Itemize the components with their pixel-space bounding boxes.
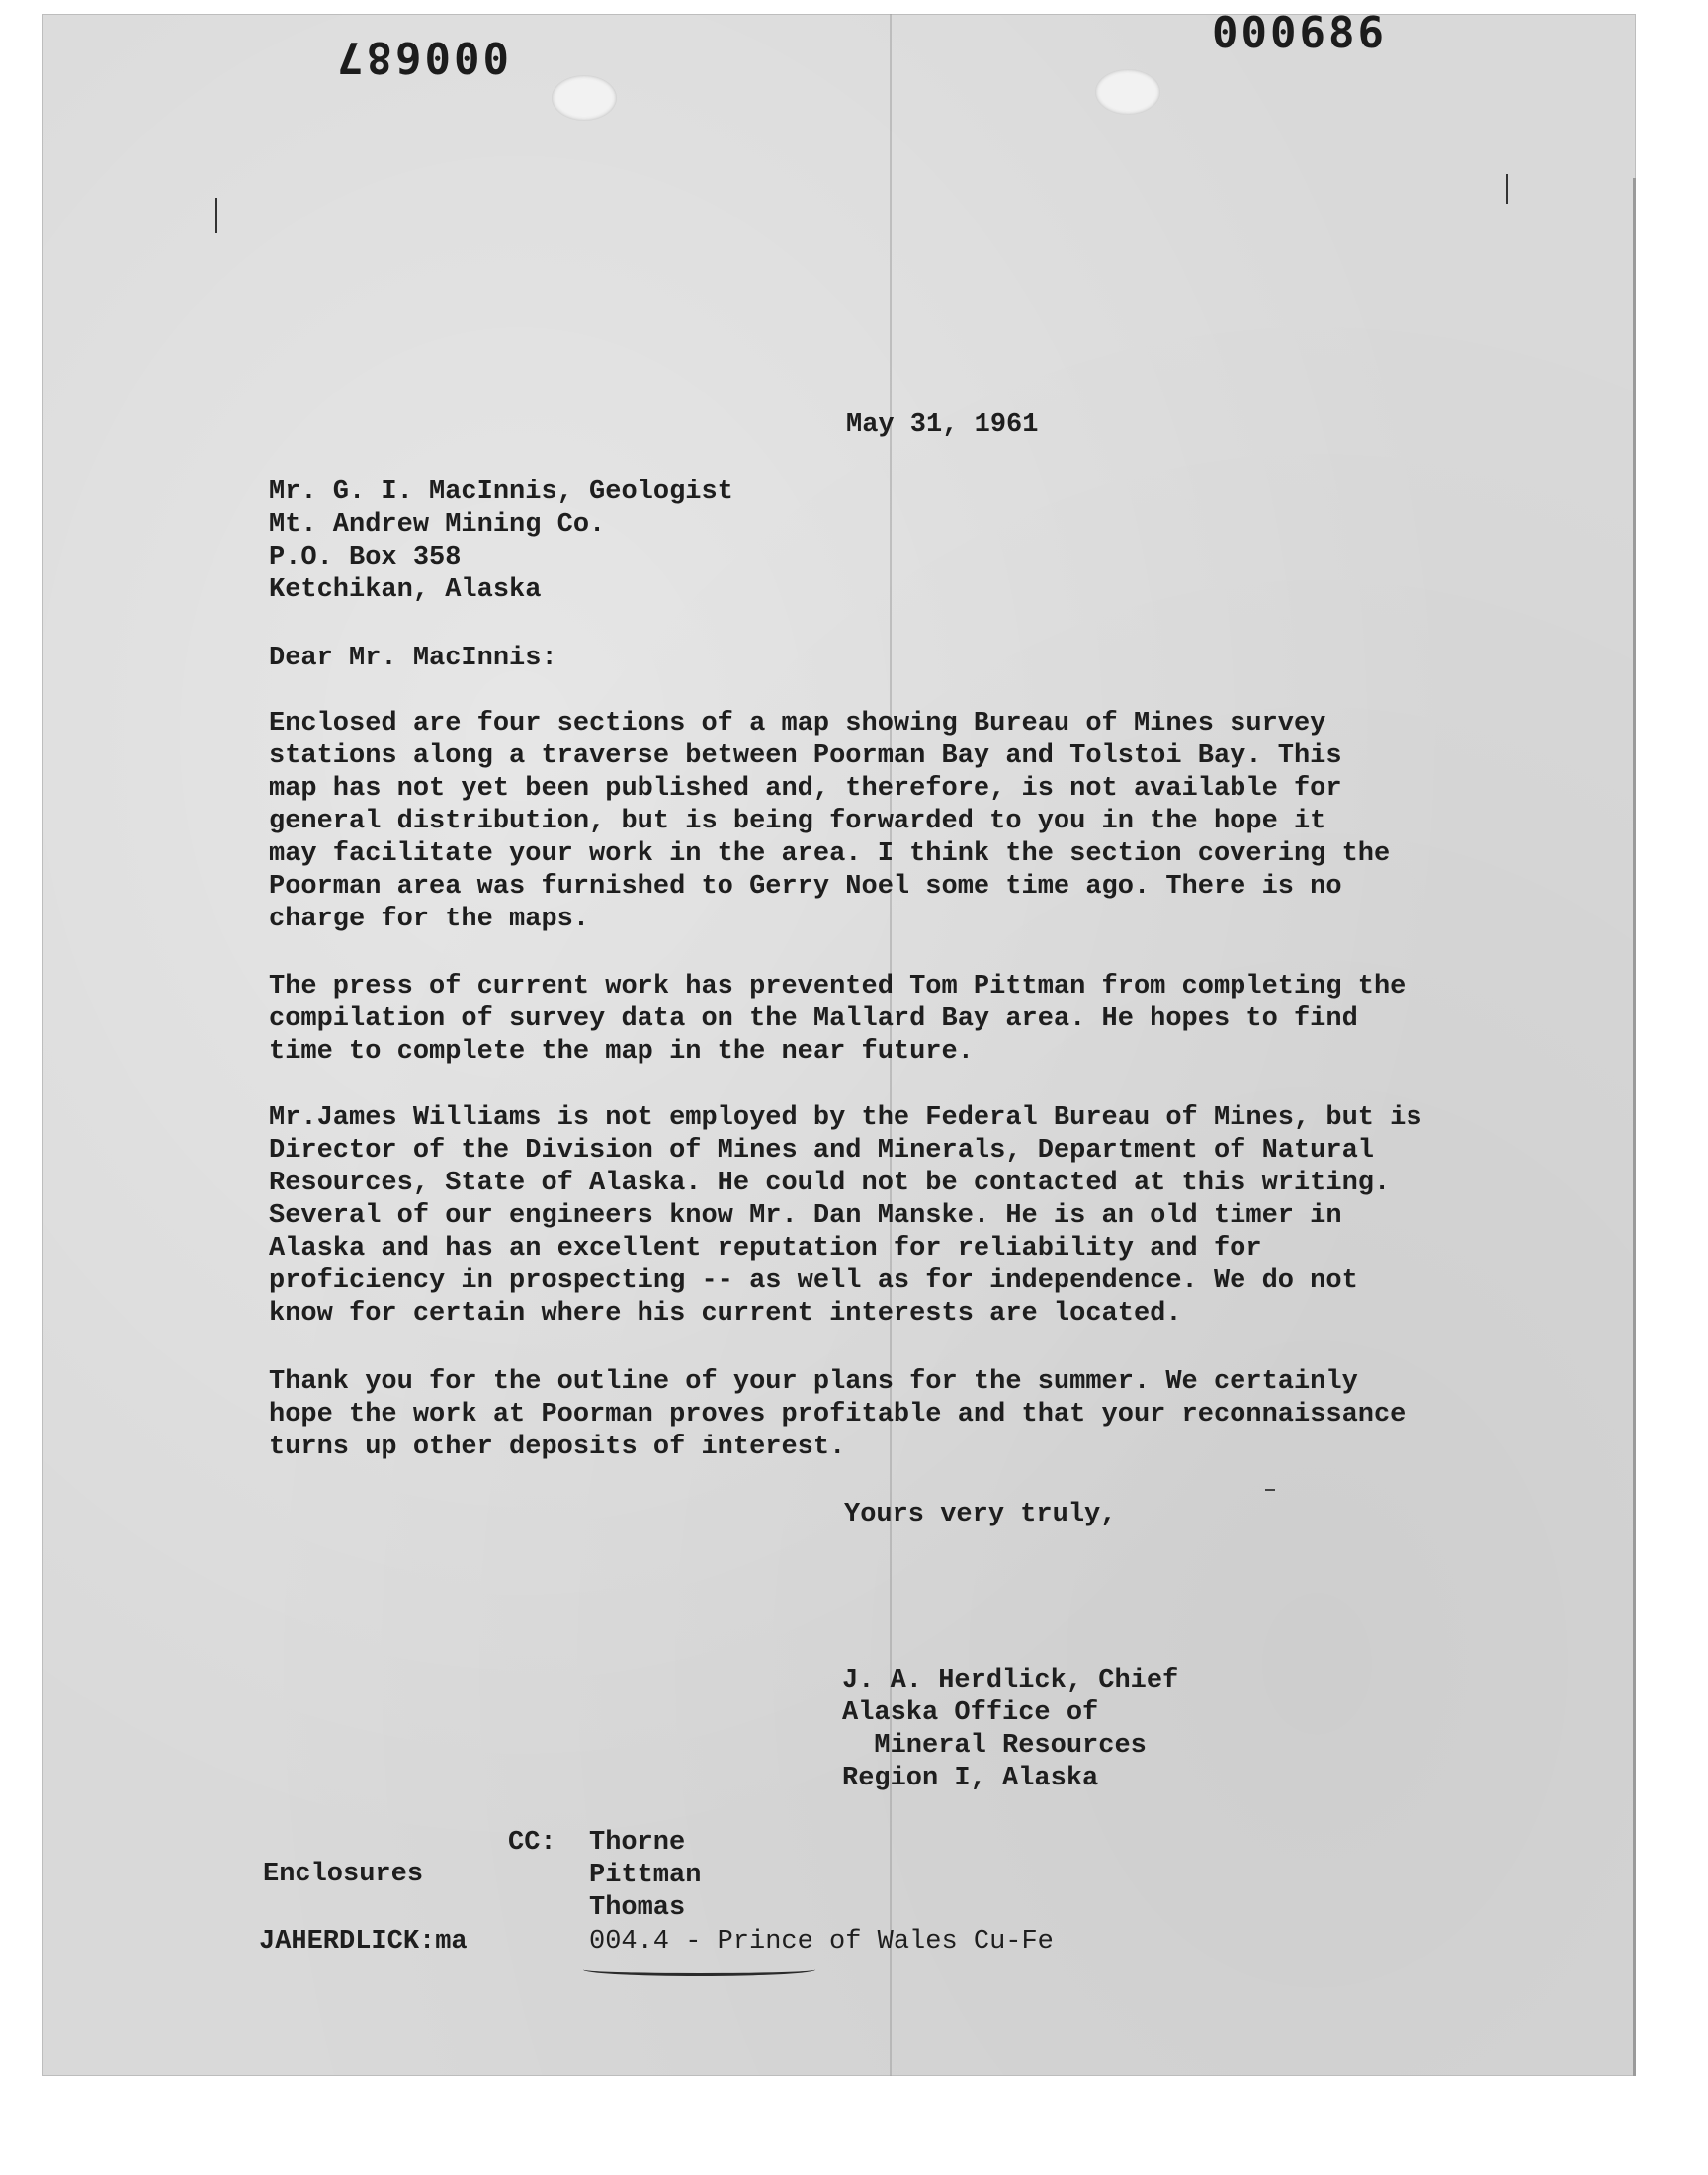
closing: Yours very truly, <box>844 1500 1117 1529</box>
body-paragraph-1 <box>269 708 1390 936</box>
body-paragraph-3 <box>269 1102 1422 1331</box>
paragraph-line: turns up other deposits of interest. <box>269 1433 846 1462</box>
margin-mark-left <box>215 198 217 233</box>
cc-name: Thomas <box>589 1893 686 1923</box>
paragraph-line: Several of our engineers know Mr. Dan Manske. He is an old timer in <box>269 1201 1342 1231</box>
signature-line: Mineral Resources <box>842 1731 1147 1761</box>
paragraph-line: Thank you for the outline of your plans for the summer. We certainly <box>269 1367 1358 1397</box>
cc-name: Thorne <box>589 1828 686 1858</box>
signature-line: Region I, Alaska <box>842 1764 1099 1793</box>
ink-speck <box>1265 1489 1275 1491</box>
stamp-number-top-right: 000686 <box>1212 8 1387 58</box>
paragraph-line: map has not yet been published and, therefore, is not available for <box>269 774 1342 804</box>
signature-block <box>842 1665 1178 1795</box>
margin-mark-right <box>1506 174 1508 204</box>
paragraph-line: may facilitate your work in the area. I think the section covering the <box>269 839 1391 869</box>
signature-line: J. A. Herdlick, Chief <box>842 1666 1179 1696</box>
recipient-address <box>269 477 733 607</box>
paragraph-line: Director of the Division of Mines and Minerals, Department of Natural <box>269 1136 1374 1166</box>
paragraph-line: general distribution, but is being forwarded to you in the hope it <box>269 807 1326 836</box>
address-line: Mt. Andrew Mining Co. <box>269 510 606 540</box>
punch-hole-left <box>552 75 617 121</box>
file-reference: 004.4 - Prince of Wales Cu-Fe <box>589 1927 1054 1957</box>
salutation: Dear Mr. MacInnis: <box>269 644 557 673</box>
paragraph-line: Enclosed are four sections of a map showing Bureau of Mines survey <box>269 709 1326 739</box>
paragraph-line: time to complete the map in the near future. <box>269 1037 974 1067</box>
cc-label: CC: <box>508 1828 556 1858</box>
enclosures-label: Enclosures <box>263 1860 424 1889</box>
paragraph-line: charge for the maps. <box>269 905 590 934</box>
typist-initials: JAHERDLICK:ma <box>259 1927 468 1957</box>
punch-hole-right <box>1095 69 1160 115</box>
paragraph-line: know for certain where his current interests are located. <box>269 1299 1182 1329</box>
letter-date: May 31, 1961 <box>846 410 1039 440</box>
handwritten-underline <box>583 1963 815 1976</box>
paragraph-line: Poorman area was furnished to Gerry Noel some time ago. There is no <box>269 872 1342 902</box>
paragraph-line: Mr.James Williams is not employed by the Federal Bureau of Mines, but is <box>269 1103 1422 1133</box>
paragraph-line: hope the work at Poorman proves profitable and that your reconnaissance <box>269 1400 1407 1430</box>
address-line: Ketchikan, Alaska <box>269 575 542 605</box>
body-paragraph-4 <box>269 1366 1406 1464</box>
cc-name: Pittman <box>589 1861 702 1890</box>
paragraph-line: Alaska and has an excellent reputation for reliability and for <box>269 1234 1262 1263</box>
body-paragraph-2 <box>269 971 1406 1069</box>
paragraph-line: compilation of survey data on the Mallard Bay area. He hopes to find <box>269 1004 1358 1034</box>
paragraph-line: proficiency in prospecting -- as well as for independence. We do not <box>269 1266 1358 1296</box>
paragraph-line: stations along a traverse between Poorman Bay and Tolstoi Bay. This <box>269 741 1342 771</box>
stamp-number-top-left: 000687 <box>334 32 509 82</box>
paragraph-line: Resources, State of Alaska. He could not be contacted at this writing. <box>269 1169 1391 1198</box>
page-edge-shadow <box>1633 178 1636 2076</box>
address-line: P.O. Box 358 <box>269 543 462 572</box>
signature-line: Alaska Office of <box>842 1698 1099 1728</box>
cc-list <box>589 1827 701 1925</box>
paragraph-line: The press of current work has prevented Tom Pittman from completing the <box>269 972 1407 1001</box>
address-line: Mr. G. I. MacInnis, Geologist <box>269 478 733 507</box>
